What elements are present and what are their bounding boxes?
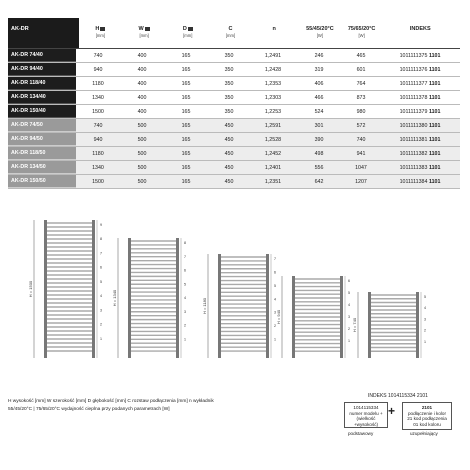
width-icon [145, 27, 150, 31]
right-pipe [416, 292, 419, 358]
cell-h: 940 [93, 66, 103, 73]
col-w: W [mm] [138, 26, 149, 38]
indeks-number: 1011111380 [399, 122, 428, 129]
indeks-number: 1011111381 [399, 136, 428, 143]
section-number: 3 [100, 308, 102, 313]
radiator-diagrams [0, 214, 470, 364]
right-pipe [340, 276, 343, 358]
section-number: 6 [184, 268, 186, 273]
cell-c: 450 [224, 164, 234, 171]
cell-indeks [380, 165, 460, 171]
legend-line-1: H wysokość [mm] W szerokość [mm] D głębokość [mm] C rozstaw podłączenia [mm] n wykładnik [8, 399, 214, 404]
indeks-suffix: 1101 [428, 136, 441, 143]
cell-model: AK-DR 150/50 [8, 175, 76, 188]
cell-n: 1,2253 [264, 108, 282, 115]
left-pipe [44, 220, 47, 358]
cell-c: 350 [224, 94, 234, 101]
cell-w: 400 [137, 80, 147, 87]
section-number: 6 [100, 265, 102, 270]
radiator-diagram [112, 238, 186, 358]
section-number: 1 [184, 337, 186, 342]
cell-w: 400 [137, 66, 147, 73]
table-body [8, 49, 460, 189]
plus-icon: + [388, 404, 396, 418]
radiator-diagram [202, 254, 276, 358]
cell-c: 350 [224, 108, 234, 115]
section-number: 8 [184, 241, 186, 245]
cell-h: 1340 [92, 164, 104, 171]
cell-d: 165 [181, 122, 191, 129]
cell-n: 1,2491 [264, 52, 282, 59]
section-number: 1 [348, 339, 350, 343]
cell-indeks [380, 109, 460, 115]
cell-model: AK-DR 94/40 [8, 63, 76, 76]
cell-h: 1180 [92, 150, 104, 157]
cell-c: 450 [224, 150, 234, 157]
cell-model: AK-DR 74/40 [8, 49, 76, 62]
cell-n: 1,2353 [264, 80, 282, 87]
section-number: 6 [274, 270, 276, 275]
indeks-label-extra: uzupełniający [410, 431, 438, 436]
cell-indeks [380, 137, 460, 143]
cell-p75: 1207 [355, 178, 367, 185]
cell-h: 1500 [92, 108, 104, 115]
cell-indeks [380, 95, 460, 101]
cell-d: 165 [181, 136, 191, 143]
section-number: 5 [100, 279, 102, 284]
indeks-suffix: 1101 [428, 108, 441, 115]
section-number: 1 [274, 337, 276, 342]
indeks-number: 1011111376 [399, 66, 428, 73]
cell-indeks [380, 151, 460, 157]
cell-c: 450 [224, 178, 234, 185]
table-row [8, 147, 460, 161]
table-row [8, 77, 460, 91]
cell-p55: 524 [314, 108, 324, 115]
indeks-suffix: 1101 [428, 52, 441, 59]
section-number: 5 [184, 282, 186, 287]
right-pipe [92, 220, 95, 358]
cell-d: 165 [181, 94, 191, 101]
cell-p75: 465 [356, 52, 366, 59]
section-number: 5 [424, 295, 426, 299]
indeks-suffix: 1101 [428, 150, 441, 157]
cell-p55: 498 [314, 150, 324, 157]
col-model: AK-DR [8, 18, 79, 48]
indeks-number: 1011111379 [399, 108, 428, 115]
section-number: 2 [424, 328, 426, 333]
left-pipe [368, 292, 371, 358]
radiator-diagram [276, 276, 350, 358]
cell-w: 400 [137, 108, 147, 115]
cell-d: 165 [181, 150, 191, 157]
cell-h: 1500 [92, 178, 104, 185]
cell-h: 1180 [92, 80, 104, 87]
table-row [8, 119, 460, 133]
section-number: 7 [184, 254, 186, 259]
left-pipe [128, 238, 131, 358]
height-label: H = 1340 [112, 289, 117, 307]
cell-n: 1,2428 [264, 66, 282, 73]
cell-h: 740 [93, 122, 103, 129]
cell-n: 1,2401 [264, 164, 282, 171]
section-number: 1 [100, 336, 102, 341]
indeks-suffix: 1101 [428, 80, 441, 87]
cell-model: AK-DR 134/40 [8, 91, 76, 104]
cell-p75: 873 [356, 94, 366, 101]
col-h: H [mm] [95, 26, 106, 38]
col-p75: 75/65/20°C [W] [347, 26, 376, 38]
table-row [8, 175, 460, 189]
cell-w: 500 [137, 122, 147, 129]
cell-c: 450 [224, 122, 234, 129]
radiator-diagram [28, 220, 102, 358]
section-number: 7 [100, 251, 102, 256]
cell-p55: 301 [314, 122, 324, 129]
cell-n: 1,2351 [264, 178, 282, 185]
indeks-number: 1011111377 [399, 80, 428, 87]
cell-d: 165 [181, 66, 191, 73]
col-c: C [mm] [225, 26, 236, 38]
col-n: n [272, 26, 276, 32]
indeks-number: 1011111382 [399, 150, 428, 157]
table-row [8, 161, 460, 175]
height-label: H = 1180 [202, 297, 207, 315]
cell-p75: 740 [356, 136, 366, 143]
cell-w: 500 [137, 178, 147, 185]
cell-d: 165 [181, 108, 191, 115]
cell-indeks [380, 53, 460, 59]
indeks-explainer [338, 393, 463, 443]
section-number: 4 [348, 303, 350, 307]
indeks-suffix: 1101 [428, 178, 441, 185]
section-number: 2 [100, 322, 102, 327]
cell-indeks [380, 81, 460, 87]
cell-h: 940 [93, 136, 103, 143]
cell-indeks [380, 123, 460, 129]
cell-p75: 941 [356, 150, 366, 157]
left-pipe [292, 276, 295, 358]
cell-w: 500 [137, 164, 147, 171]
section-number: 5 [274, 283, 276, 288]
cell-c: 450 [224, 136, 234, 143]
section-number: 6 [348, 279, 350, 283]
indeks-suffix: 1101 [428, 122, 441, 129]
section-number: 4 [100, 294, 102, 299]
cell-p75: 601 [356, 66, 366, 73]
cell-d: 165 [181, 52, 191, 59]
indeks-number: 1011111384 [399, 178, 428, 185]
table-row [8, 105, 460, 119]
cell-c: 350 [224, 52, 234, 59]
cell-p55: 390 [314, 136, 324, 143]
cell-n: 1,2591 [264, 122, 282, 129]
depth-icon [188, 27, 193, 31]
cell-w: 500 [137, 136, 147, 143]
indeks-suffix: 1101 [428, 66, 441, 73]
section-number: 2 [274, 324, 276, 329]
cell-n: 1,2303 [264, 94, 282, 101]
section-number: 7 [274, 257, 276, 261]
section-number: 4 [184, 296, 186, 300]
section-number: 8 [100, 237, 102, 242]
cell-c: 350 [224, 66, 234, 73]
col-indeks: INDEKS [409, 26, 431, 32]
cell-p55: 246 [314, 52, 324, 59]
height-label: H = 740 [352, 317, 357, 333]
left-pipe [218, 254, 221, 358]
section-number: 3 [424, 317, 426, 322]
section-number: 3 [274, 310, 276, 315]
cell-indeks [380, 67, 460, 73]
cell-model: AK-DR 118/40 [8, 77, 76, 90]
cell-d: 165 [181, 80, 191, 87]
cell-w: 400 [137, 52, 147, 59]
cell-n: 1,2452 [264, 150, 282, 157]
cell-p55: 406 [314, 80, 324, 87]
cell-p55: 319 [314, 66, 324, 73]
cell-n: 1,2528 [264, 136, 282, 143]
right-pipe [266, 254, 269, 358]
cell-c: 350 [224, 80, 234, 87]
cell-p55: 466 [314, 94, 324, 101]
table-row [8, 133, 460, 147]
cell-h: 740 [93, 52, 103, 59]
section-number: 4 [424, 306, 426, 311]
section-number: 5 [348, 291, 350, 295]
right-pipe [176, 238, 179, 358]
indeks-number: 1011111383 [399, 164, 428, 171]
cell-model: AK-DR 134/50 [8, 161, 76, 174]
legend-line-2: 55/45/20°C | 75/65/20°C wydajność cieplna przy podanych parametrach [W] [8, 407, 170, 412]
table-header [8, 18, 460, 49]
cell-d: 165 [181, 178, 191, 185]
cell-h: 1340 [92, 94, 104, 101]
cell-indeks [380, 179, 460, 185]
indeks-number: 1011111378 [399, 94, 428, 101]
cell-model: AK-DR 118/50 [8, 147, 76, 160]
col-p55: 55/45/20°C [W] [306, 26, 334, 38]
height-icon [100, 27, 105, 31]
height-label: H = 1500 [28, 280, 33, 298]
indeks-extra-box: 2101 podłączenie i kolor 21 kod podłączenia 01 kod koloru [402, 402, 452, 430]
cell-p55: 556 [314, 164, 324, 171]
section-number: 2 [184, 323, 186, 328]
table-row [8, 49, 460, 63]
cell-p75: 980 [356, 108, 366, 115]
indeks-suffix: 1101 [428, 164, 441, 171]
indeks-label-basic: podstawowy [348, 431, 374, 436]
cell-model: AK-DR 150/40 [8, 105, 76, 118]
cell-p75: 572 [356, 122, 366, 129]
indeks-basic-box: 1014115334 numer modelu +(wielkość +wysokość) [344, 402, 388, 428]
section-number: 9 [100, 223, 102, 227]
indeks-suffix: 1101 [428, 94, 441, 101]
legend [8, 398, 308, 414]
cell-model: AK-DR 74/50 [8, 119, 76, 132]
section-number: 3 [184, 309, 186, 314]
height-label: H = 940 [276, 309, 281, 325]
cell-p55: 642 [314, 178, 324, 185]
section-number: 1 [424, 339, 426, 344]
radiator-diagram [352, 292, 426, 358]
section-number: 4 [274, 297, 276, 302]
table-row [8, 63, 460, 77]
cell-d: 165 [181, 164, 191, 171]
cell-p75: 1047 [355, 164, 367, 171]
section-number: 2 [348, 327, 350, 331]
cell-model: AK-DR 94/50 [8, 133, 76, 146]
section-number: 3 [348, 315, 350, 319]
col-d: D [mm] [182, 26, 193, 38]
indeks-number: 1011111375 [399, 52, 428, 59]
cell-p75: 764 [356, 80, 366, 87]
indeks-title: INDEKS 1014115334 2101 [368, 393, 428, 399]
cell-w: 500 [137, 150, 147, 157]
spec-table [8, 18, 460, 189]
cell-w: 400 [137, 94, 147, 101]
table-row [8, 91, 460, 105]
